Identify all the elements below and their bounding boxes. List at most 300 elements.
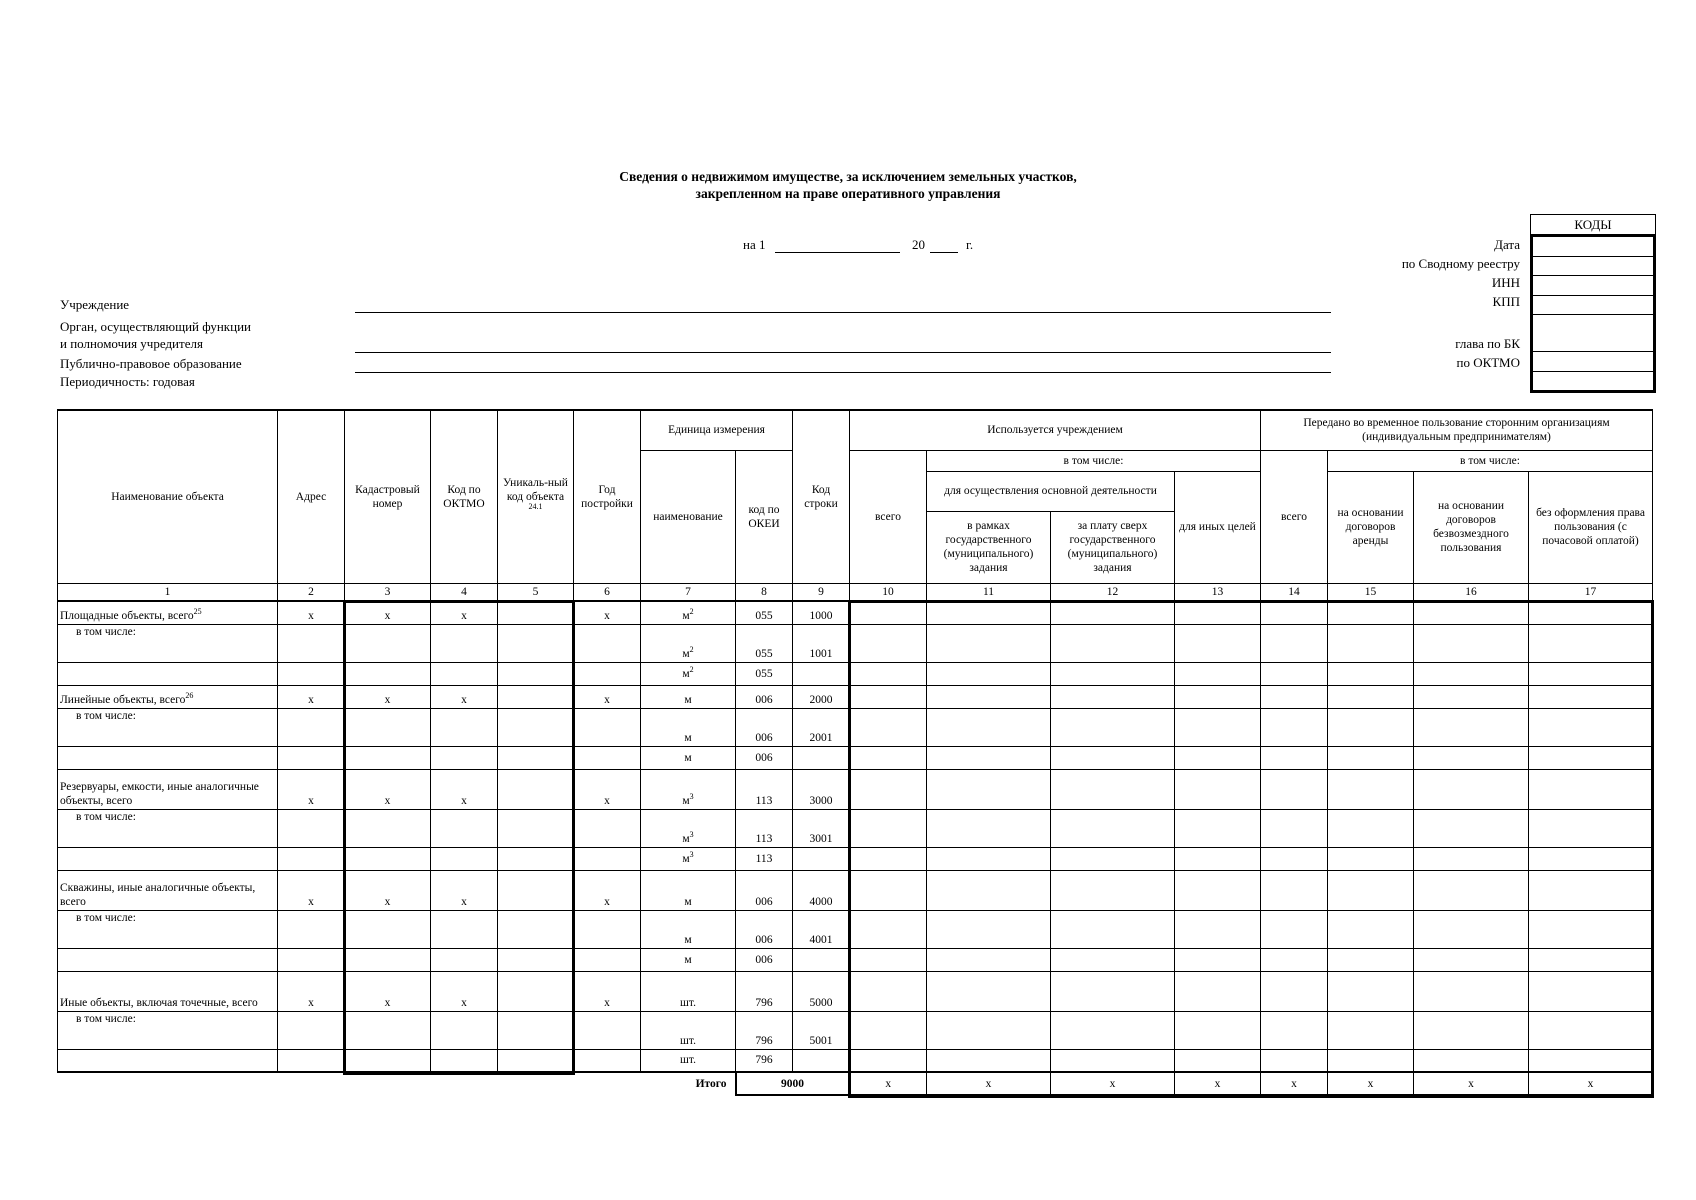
cell-value[interactable]	[927, 1049, 1051, 1072]
cell-okei: 055	[736, 662, 793, 685]
cell-empty[interactable]	[431, 662, 498, 685]
cell-value[interactable]	[1261, 910, 1328, 948]
cell-value[interactable]	[1261, 847, 1328, 870]
cell-okei: 055	[736, 624, 793, 662]
cell-value[interactable]	[1175, 769, 1261, 809]
form-title-line2: закрепленном на праве оперативного управления	[695, 186, 1001, 201]
cell-unit	[641, 809, 736, 847]
cell-value[interactable]	[1328, 746, 1414, 769]
cell-value[interactable]	[1051, 847, 1175, 870]
cell-value[interactable]	[1328, 708, 1414, 746]
table-row	[58, 624, 1653, 662]
cell-value[interactable]	[1414, 746, 1529, 769]
cell-empty[interactable]	[278, 847, 345, 870]
cell-empty[interactable]	[278, 746, 345, 769]
cell-empty[interactable]	[278, 948, 345, 971]
unit-text: м	[682, 667, 690, 680]
cell-value[interactable]	[927, 948, 1051, 971]
cell-value[interactable]	[1175, 870, 1261, 910]
cell-value[interactable]	[1328, 910, 1414, 948]
cell-empty[interactable]	[498, 948, 574, 971]
th-transferred-including: в том числе:	[1328, 450, 1653, 471]
cell-unit	[641, 870, 736, 910]
unit-text: м	[684, 895, 692, 908]
cell-cadastral: x	[345, 601, 431, 624]
cell-empty[interactable]	[574, 662, 641, 685]
cell-row-code: 2000	[793, 685, 850, 708]
cell-value[interactable]	[927, 910, 1051, 948]
cell-empty[interactable]	[345, 624, 431, 662]
row-including: в том числе:	[58, 809, 278, 847]
code-inn-cell[interactable]	[1533, 276, 1653, 296]
code-label-kpp: КПП	[1492, 294, 1520, 309]
cell-empty[interactable]	[574, 1049, 641, 1072]
cell-row-code: 5000	[793, 971, 850, 1011]
th-paid-above: за плату сверх государственного (муниципального) задания	[1051, 511, 1175, 583]
col-num: 2	[278, 583, 345, 601]
cell-value[interactable]	[927, 601, 1051, 624]
th-cadastral: Кадастровый номер	[345, 410, 431, 583]
cell-value[interactable]	[1414, 971, 1529, 1011]
cell-value[interactable]	[1529, 809, 1653, 847]
col-num: 15	[1328, 583, 1414, 601]
cell-value[interactable]	[850, 1049, 927, 1072]
cell-value[interactable]	[1261, 624, 1328, 662]
cell-empty[interactable]	[431, 624, 498, 662]
cell-value[interactable]	[1414, 708, 1529, 746]
th-year-built: Год постройки	[574, 410, 641, 583]
row-including: в том числе:	[58, 624, 278, 662]
cell-empty[interactable]	[574, 708, 641, 746]
cell-year: x	[574, 685, 641, 708]
cell-value[interactable]	[850, 662, 927, 685]
cell-value[interactable]	[927, 870, 1051, 910]
cell-okei: 113	[736, 847, 793, 870]
th-no-contract: без оформления права пользования (с почасовой оплатой)	[1529, 471, 1653, 583]
cell-value[interactable]	[927, 662, 1051, 685]
cell-value[interactable]	[850, 746, 927, 769]
cell-value[interactable]	[1529, 769, 1653, 809]
col-num: 11	[927, 583, 1051, 601]
date-year-field[interactable]	[930, 252, 958, 253]
cell-unit	[641, 624, 736, 662]
table-row	[58, 1049, 1653, 1072]
cell-value[interactable]	[1328, 769, 1414, 809]
th-free-use: на основании договоров безвозмездного пользования	[1414, 471, 1529, 583]
cell-value[interactable]	[1051, 971, 1175, 1011]
table-row	[58, 870, 1653, 910]
total-cell: x	[1328, 1072, 1414, 1095]
cell-value[interactable]	[1529, 708, 1653, 746]
cell-value[interactable]	[1414, 847, 1529, 870]
cell-value[interactable]	[927, 769, 1051, 809]
field-founder-line[interactable]	[355, 352, 1331, 353]
cell-empty[interactable]	[574, 624, 641, 662]
cell-value[interactable]	[1529, 685, 1653, 708]
row-name-text: Скважины, иные аналогичные объекты, всего	[60, 881, 256, 908]
code-label-oktmo: по ОКТМО	[1456, 355, 1520, 370]
cell-value[interactable]	[1175, 971, 1261, 1011]
code-kpp-cell[interactable]	[1533, 296, 1653, 316]
cell-empty[interactable]	[498, 1011, 574, 1049]
row-name-text: Площадные объекты, всего	[60, 609, 194, 622]
cell-value[interactable]	[1175, 1049, 1261, 1072]
cell-value[interactable]	[1051, 708, 1175, 746]
cell-value[interactable]	[1529, 910, 1653, 948]
code-chapter-cell[interactable]	[1533, 315, 1653, 352]
cell-value[interactable]	[1414, 624, 1529, 662]
cell-empty[interactable]	[278, 624, 345, 662]
cell-value[interactable]	[850, 809, 927, 847]
cell-row-code[interactable]	[793, 746, 850, 769]
cell-unit	[641, 910, 736, 948]
cell-row-code[interactable]	[793, 1049, 850, 1072]
cell-value[interactable]	[1051, 662, 1175, 685]
unit-exponent: 3	[689, 849, 694, 859]
cell-value[interactable]	[1051, 624, 1175, 662]
code-registry-cell[interactable]	[1533, 257, 1653, 277]
cell-value[interactable]	[1328, 847, 1414, 870]
cell-value[interactable]	[1175, 685, 1261, 708]
cell-empty[interactable]	[345, 662, 431, 685]
cell-value[interactable]	[850, 948, 927, 971]
row-name	[58, 971, 278, 1011]
th-unit-name: наименование	[641, 450, 736, 583]
cell-value[interactable]	[1529, 1049, 1653, 1072]
cell-value[interactable]	[1261, 769, 1328, 809]
th-transferred: Передано во временное пользование сторонним организациям (индивидуальным предпринимателям)	[1261, 410, 1653, 450]
cell-value[interactable]	[1529, 870, 1653, 910]
cell-empty[interactable]	[345, 1011, 431, 1049]
cell-value[interactable]	[850, 624, 927, 662]
cell-empty[interactable]	[431, 708, 498, 746]
cell-unique-code[interactable]	[498, 685, 574, 708]
col-num: 3	[345, 583, 431, 601]
total-cell: x	[1261, 1072, 1328, 1095]
cell-value[interactable]	[927, 685, 1051, 708]
cell-value[interactable]	[1175, 746, 1261, 769]
cell-empty[interactable]	[574, 910, 641, 948]
cell-empty[interactable]	[498, 809, 574, 847]
unit-text: м	[682, 852, 690, 865]
cell-okei: 796	[736, 1011, 793, 1049]
cell-empty[interactable]	[431, 910, 498, 948]
cell-empty[interactable]	[431, 1011, 498, 1049]
cell-empty[interactable]	[278, 662, 345, 685]
cell-value[interactable]	[1051, 948, 1175, 971]
cell-value[interactable]	[1328, 870, 1414, 910]
cell-value[interactable]	[927, 971, 1051, 1011]
cell-oktmo: x	[431, 769, 498, 809]
cell-value[interactable]	[1328, 971, 1414, 1011]
date-prefix: на 1	[743, 237, 766, 252]
cell-value[interactable]	[1175, 847, 1261, 870]
cell-value[interactable]	[850, 685, 927, 708]
cell-row-code[interactable]	[793, 662, 850, 685]
cell-value[interactable]	[1328, 624, 1414, 662]
cell-value[interactable]	[1328, 809, 1414, 847]
cell-value[interactable]	[1175, 601, 1261, 624]
cell-empty[interactable]	[58, 948, 278, 971]
cell-value[interactable]	[1051, 870, 1175, 910]
cell-empty[interactable]	[58, 847, 278, 870]
field-founder-label-2: и полномочия учредителя	[60, 336, 203, 351]
cell-empty[interactable]	[345, 1049, 431, 1072]
cell-value[interactable]	[1261, 1011, 1328, 1049]
col-num: 14	[1261, 583, 1328, 601]
unit-text: м	[682, 609, 690, 622]
cell-unique-code[interactable]	[498, 971, 574, 1011]
code-date-cell[interactable]	[1533, 237, 1653, 257]
cell-value[interactable]	[1261, 948, 1328, 971]
unit-text: м	[684, 953, 692, 966]
cell-value[interactable]	[1175, 662, 1261, 685]
cell-value[interactable]	[1261, 1049, 1328, 1072]
cell-value[interactable]	[927, 1011, 1051, 1049]
cell-value[interactable]	[1051, 910, 1175, 948]
cell-unit	[641, 1011, 736, 1049]
cell-value[interactable]	[1175, 1011, 1261, 1049]
cell-value[interactable]	[850, 870, 927, 910]
row-including: в том числе:	[58, 708, 278, 746]
cell-empty[interactable]	[574, 847, 641, 870]
cell-value[interactable]	[850, 708, 927, 746]
total-row	[58, 1072, 1653, 1095]
field-public-entity-line[interactable]	[355, 372, 1331, 373]
cell-empty[interactable]	[574, 948, 641, 971]
cell-value[interactable]	[1529, 601, 1653, 624]
cell-empty[interactable]	[431, 847, 498, 870]
cell-empty[interactable]	[58, 1049, 278, 1072]
cell-value[interactable]	[1414, 662, 1529, 685]
cell-value[interactable]	[927, 624, 1051, 662]
cell-value[interactable]	[850, 847, 927, 870]
form-title	[0, 168, 1696, 202]
cell-empty[interactable]	[278, 1011, 345, 1049]
cell-unique-code[interactable]	[498, 870, 574, 910]
cell-value[interactable]	[1414, 948, 1529, 971]
cell-value[interactable]	[1414, 769, 1529, 809]
cell-empty[interactable]	[345, 809, 431, 847]
total-cell: x	[1175, 1072, 1261, 1095]
cell-unique-code[interactable]	[498, 769, 574, 809]
cell-value[interactable]	[850, 971, 927, 1011]
cell-value[interactable]	[1328, 1011, 1414, 1049]
cell-empty[interactable]	[498, 1049, 574, 1072]
cell-value[interactable]	[1261, 685, 1328, 708]
cell-unit	[641, 601, 736, 624]
cell-empty[interactable]	[498, 847, 574, 870]
unit-text: м	[682, 832, 690, 845]
cell-empty[interactable]	[278, 1049, 345, 1072]
table-row	[58, 971, 1653, 1011]
cell-empty[interactable]	[431, 1049, 498, 1072]
th-unit: Единица измерения	[641, 410, 793, 450]
cell-empty[interactable]	[58, 746, 278, 769]
cell-value[interactable]	[1051, 1011, 1175, 1049]
cell-empty[interactable]	[345, 910, 431, 948]
cell-empty[interactable]	[574, 1011, 641, 1049]
cell-value[interactable]	[1175, 708, 1261, 746]
cell-empty[interactable]	[345, 708, 431, 746]
total-cell: x	[850, 1072, 927, 1095]
cell-empty[interactable]	[431, 948, 498, 971]
cell-value[interactable]	[927, 809, 1051, 847]
cell-row-code: 1001	[793, 624, 850, 662]
th-okei: код по ОКЕИ	[736, 450, 793, 583]
cell-value[interactable]	[1414, 601, 1529, 624]
cell-empty[interactable]	[431, 746, 498, 769]
th-used-including: в том числе:	[927, 450, 1261, 471]
cell-empty[interactable]	[278, 809, 345, 847]
cell-value[interactable]	[1414, 1049, 1529, 1072]
cell-value[interactable]	[1529, 847, 1653, 870]
cell-value[interactable]	[1261, 662, 1328, 685]
cell-value[interactable]	[850, 769, 927, 809]
cell-value[interactable]	[1529, 1011, 1653, 1049]
cell-value[interactable]	[1529, 971, 1653, 1011]
cell-value[interactable]	[1529, 948, 1653, 971]
cell-value[interactable]	[850, 910, 927, 948]
table-row	[58, 1011, 1653, 1049]
property-table	[57, 409, 1653, 1096]
cell-value[interactable]	[1051, 809, 1175, 847]
table-row	[58, 685, 1653, 708]
cell-value[interactable]	[1328, 662, 1414, 685]
cell-empty[interactable]	[345, 948, 431, 971]
date-suffix: г.	[966, 237, 974, 252]
th-unique-code	[498, 410, 574, 583]
code-oktmo-cell[interactable]	[1533, 352, 1653, 372]
field-institution-line[interactable]	[355, 312, 1331, 313]
cell-okei: 055	[736, 601, 793, 624]
row-name	[58, 685, 278, 708]
cell-value[interactable]	[1414, 809, 1529, 847]
cell-value[interactable]	[1328, 1049, 1414, 1072]
cell-address: x	[278, 685, 345, 708]
cell-empty[interactable]	[431, 809, 498, 847]
cell-value[interactable]	[1175, 809, 1261, 847]
cell-empty[interactable]	[498, 624, 574, 662]
cell-value[interactable]	[1414, 685, 1529, 708]
cell-value[interactable]	[1328, 685, 1414, 708]
unit-text: м	[684, 933, 692, 946]
cell-empty[interactable]	[278, 910, 345, 948]
field-founder-label-1: Орган, осуществляющий функции	[60, 319, 251, 334]
unit-text: шт.	[680, 1054, 696, 1067]
cell-address: x	[278, 601, 345, 624]
cell-value[interactable]	[1529, 624, 1653, 662]
codes-box	[1530, 214, 1656, 393]
row-name-footnote: 25	[193, 606, 202, 616]
cell-value[interactable]	[927, 746, 1051, 769]
unit-exponent: 2	[689, 606, 694, 616]
cell-value[interactable]	[1051, 746, 1175, 769]
total-cell: x	[1414, 1072, 1529, 1095]
total-cell: x	[1051, 1072, 1175, 1095]
cell-value[interactable]	[1175, 910, 1261, 948]
code-extra-cell[interactable]	[1533, 372, 1653, 391]
cell-unit	[641, 971, 736, 1011]
cell-empty[interactable]	[498, 910, 574, 948]
cell-address: x	[278, 870, 345, 910]
cell-value[interactable]	[1175, 948, 1261, 971]
cell-unit	[641, 662, 736, 685]
cell-row-code: 4000	[793, 870, 850, 910]
date-day-month-field[interactable]	[775, 252, 900, 253]
code-label-inn: ИНН	[1491, 275, 1520, 290]
cell-value[interactable]	[1261, 601, 1328, 624]
cell-value[interactable]	[1414, 870, 1529, 910]
cell-empty[interactable]	[278, 708, 345, 746]
cell-value[interactable]	[1414, 910, 1529, 948]
row-name-footnote: 26	[185, 690, 194, 700]
cell-okei: 796	[736, 1049, 793, 1072]
table-row	[58, 847, 1653, 870]
cell-unit	[641, 1049, 736, 1072]
cell-empty[interactable]	[498, 662, 574, 685]
cell-value[interactable]	[1414, 1011, 1529, 1049]
row-name	[58, 769, 278, 809]
cell-value[interactable]	[1261, 708, 1328, 746]
table-row	[58, 746, 1653, 769]
cell-value[interactable]	[1051, 769, 1175, 809]
cell-row-code: 1000	[793, 601, 850, 624]
cell-value[interactable]	[1261, 870, 1328, 910]
form-title-line1: Сведения о недвижимом имуществе, за исключением земельных участков,	[619, 169, 1077, 184]
cell-value[interactable]	[1051, 601, 1175, 624]
col-num: 6	[574, 583, 641, 601]
cell-row-code[interactable]	[793, 847, 850, 870]
cell-empty[interactable]	[58, 662, 278, 685]
col-num: 16	[1414, 583, 1529, 601]
cell-value[interactable]	[1261, 746, 1328, 769]
cell-value[interactable]	[1175, 624, 1261, 662]
cell-value[interactable]	[1328, 948, 1414, 971]
cell-empty[interactable]	[498, 708, 574, 746]
cell-value[interactable]	[927, 708, 1051, 746]
cell-value[interactable]	[1529, 662, 1653, 685]
total-cell: x	[927, 1072, 1051, 1095]
cell-unit	[641, 769, 736, 809]
cell-row-code[interactable]	[793, 948, 850, 971]
cell-value[interactable]	[850, 1011, 927, 1049]
cell-okei: 006	[736, 870, 793, 910]
cell-cadastral: x	[345, 971, 431, 1011]
cell-empty[interactable]	[345, 746, 431, 769]
column-numbers-row	[58, 583, 1653, 601]
cell-value[interactable]	[1529, 746, 1653, 769]
unit-text: шт.	[680, 1034, 696, 1047]
cell-empty[interactable]	[574, 746, 641, 769]
cell-value[interactable]	[850, 601, 927, 624]
cell-empty[interactable]	[498, 746, 574, 769]
unit-exponent: 2	[689, 644, 694, 654]
cell-value[interactable]	[1261, 971, 1328, 1011]
cell-unique-code[interactable]	[498, 601, 574, 624]
cell-cadastral: x	[345, 685, 431, 708]
cell-value[interactable]	[1328, 601, 1414, 624]
cell-value[interactable]	[1051, 1049, 1175, 1072]
cell-oktmo: x	[431, 685, 498, 708]
table-body	[58, 601, 1653, 1072]
cell-value[interactable]	[1261, 809, 1328, 847]
cell-empty[interactable]	[574, 809, 641, 847]
cell-value[interactable]	[927, 847, 1051, 870]
cell-empty[interactable]	[345, 847, 431, 870]
cell-value[interactable]	[1051, 685, 1175, 708]
th-state-task: в рамках государственного (муниципального) задания	[927, 511, 1051, 583]
